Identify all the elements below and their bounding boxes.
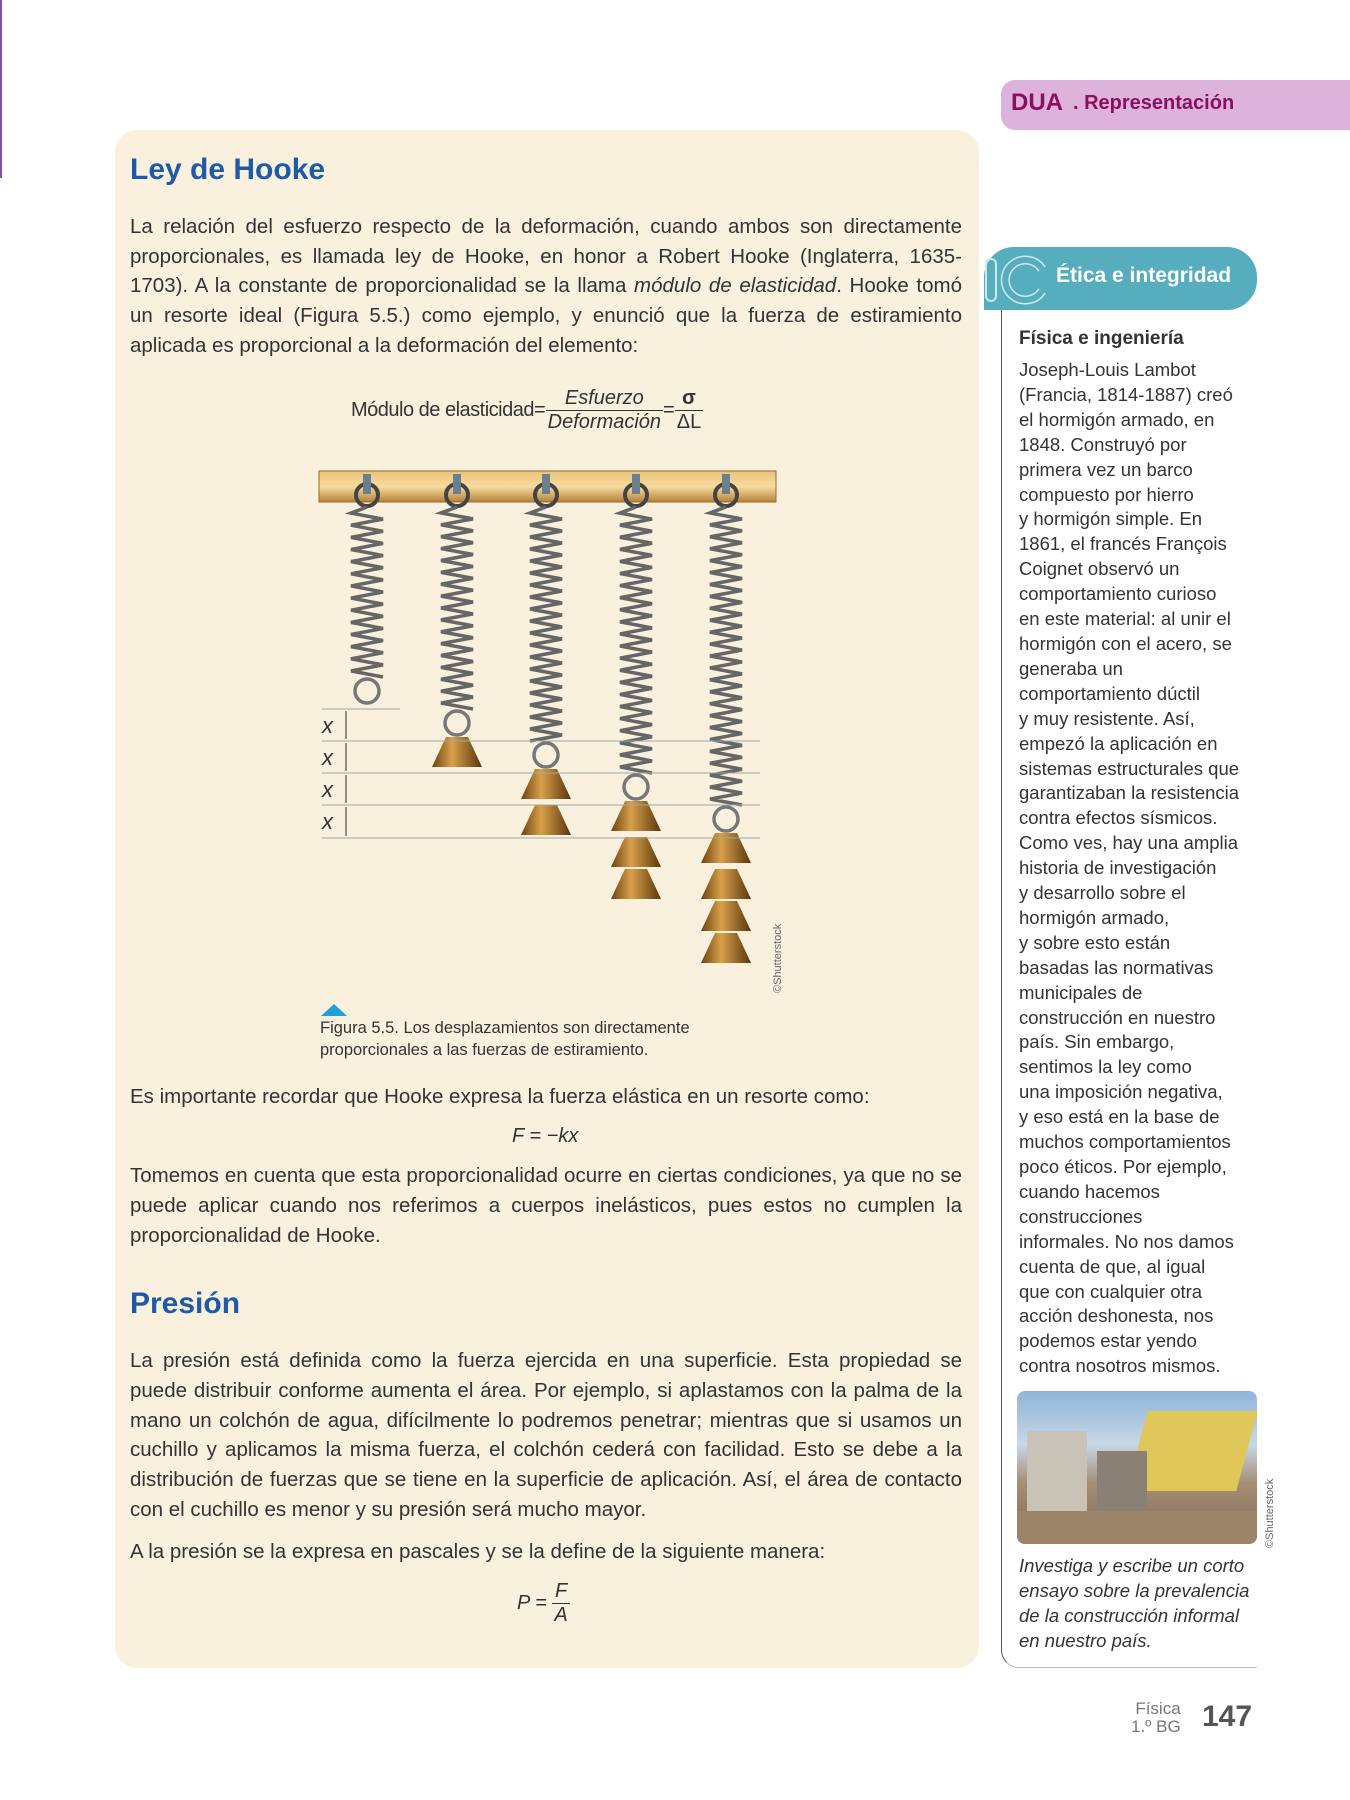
photo-credit: ©Shutterstock [1264, 1478, 1276, 1548]
page-number: 147 [1202, 1700, 1253, 1733]
hooke-formula: F = −kx [512, 1125, 579, 1148]
sidebar-line: garantizaban la resistencia [1019, 782, 1240, 804]
sidebar-line: cuando hacemos [1019, 1180, 1160, 1202]
sidebar-line: hormigón armado, [1019, 906, 1170, 928]
sidebar-line: hormigón con el acero, se [1019, 632, 1232, 654]
sidebar-line: y desarrollo sobre el [1019, 882, 1186, 904]
sidebar-line: empezó la aplicación en [1019, 732, 1218, 754]
sidebar-line: país. Sin embargo, [1019, 1031, 1175, 1053]
dua-banner [1001, 80, 1350, 130]
sidebar-line: en este material: al unir el [1019, 608, 1231, 630]
sidebar-body [1019, 358, 1239, 1379]
paragraph-pressure: La presión está definida como la fuerza ejercida en una superficie. Esta propiedad se puede distribuir conforme aumenta el área. Por ejemplo, si aplastamos con la palma de la mano un colchón de agua, difícilmente lo podremos penetrar; mientras que si usamos un cuchillo y aplicamos la misma fuerza, el colchón cederá con facilidad. Esto se debe a la distribución de fuerzas que se tiene en la superficie de aplicación. Así, el área de contacto con el cuchillo es menor y su presión será mucho mayor. [130, 1349, 962, 1521]
sidebar-line: informales. No nos damos [1019, 1230, 1234, 1252]
sidebar-line: poco éticos. Por ejemplo, [1019, 1156, 1227, 1177]
x-label: x [322, 745, 333, 770]
denominator: A [554, 1604, 568, 1627]
ethics-badge [984, 247, 1257, 310]
main-column [130, 152, 962, 1627]
sidebar-line: municipales de [1019, 981, 1143, 1003]
paragraph-conditions: Tomemos en cuenta que esta proporcionalidad ocurre en ciertas condiciones, ya que no se puede aplicar cuando nos referimos a cuerpos inelásticos, pues estos no cumplen la proporcionalidad de Hooke. [130, 1164, 962, 1247]
denominator-delta-l: ΔL [676, 410, 702, 433]
sidebar-line: sistemas estructurales que [1019, 757, 1240, 779]
formula-lhs: Módulo de elasticidad [351, 398, 534, 421]
page-edge-line [0, 0, 2, 178]
text: La relación del esfuerzo respecto de la deformación, cuando ambos son directamente proporcionales, es llamada ley de Hooke, en honor a Robert Hooke (Inglaterra, 1635-1703). A la constante de proporcionalidad se la llama [130, 215, 962, 298]
sidebar-line: y sobre esto están [1019, 931, 1171, 953]
caption-line: proporcionales a las fuerzas de estiramiento. [320, 1040, 649, 1059]
paragraph-hooke-intro [130, 212, 962, 361]
sidebar-line: que con cualquier otra [1019, 1280, 1203, 1302]
sidebar-line: acción deshonesta, nos [1019, 1305, 1214, 1327]
sidebar-activity [1019, 1554, 1249, 1654]
text: . Hooke tomó un resorte ideal (Figura 5.5.) como ejemplo, y enunció que la fuerza de estiramiento aplicada es proporcional a la deformación del elemento: [130, 274, 963, 357]
ic-logo-icon [982, 255, 1052, 305]
sidebar-line: generaba un [1019, 657, 1123, 679]
grade: 1.º BG [1131, 1717, 1181, 1736]
sidebar-line: una imposición negativa, [1019, 1081, 1223, 1103]
sidebar-line: Como ves, hay una amplia [1019, 832, 1239, 854]
sidebar-line: contra nosotros mismos. [1019, 1355, 1221, 1377]
x-label: x [322, 777, 333, 802]
numerator: F [552, 1580, 569, 1604]
figure-space [130, 443, 962, 1017]
x-label: x [322, 809, 333, 834]
sidebar-line: contra efectos sísmicos. [1019, 807, 1218, 829]
section-title-presion: Presión [130, 1287, 241, 1321]
sidebar-line: construcciones [1019, 1205, 1143, 1227]
sidebar-line: podemos estar yendo [1019, 1330, 1197, 1352]
sidebar-line: compuesto por hierro [1019, 483, 1194, 505]
paragraph-hooke-force: Es importante recordar que Hooke expresa la fuerza elástica en un resorte como: [130, 1084, 870, 1108]
sidebar-line: construcción en nuestro [1019, 1006, 1216, 1028]
section-title-hooke: Ley de Hooke [130, 153, 326, 186]
sidebar-line: en nuestro país. [1019, 1629, 1152, 1651]
badge-label: Ética e integridad [1056, 264, 1232, 287]
sidebar-line: Investiga y escribe un corto [1019, 1555, 1245, 1576]
pressure-formula [517, 1580, 962, 1627]
footer-subject [1131, 1700, 1181, 1736]
equals: = [533, 398, 546, 421]
sidebar-line: historia de investigación [1019, 857, 1217, 879]
sidebar-line: Joseph-Louis Lambot [1019, 359, 1196, 380]
sidebar-line: (Francia, 1814-1887) creó [1019, 383, 1233, 405]
sidebar-line: cuenta de que, al igual [1019, 1255, 1206, 1277]
numerator: Esfuerzo [546, 387, 663, 411]
x-label: x [322, 713, 333, 738]
sidebar-subtitle: Física e ingeniería [1019, 328, 1184, 349]
emphasis: módulo de elasticidad [634, 274, 837, 298]
sidebar-line: 1848. Construyó por [1019, 433, 1187, 455]
sidebar-line: de la construcción informal [1019, 1604, 1240, 1626]
sidebar-line: comportamiento dúctil [1019, 682, 1200, 704]
sidebar-line: sentimos la ley como [1019, 1056, 1192, 1078]
denominator: Deformación [547, 410, 662, 433]
equals: = [663, 398, 675, 421]
sidebar-line: muchos comportamientos [1019, 1131, 1231, 1153]
sidebar-line: comportamiento curioso [1019, 583, 1217, 605]
sidebar-line: primera vez un barco [1019, 458, 1193, 480]
sidebar-line: basadas las normativas [1019, 956, 1214, 978]
sidebar-line: el hormigón armado, en [1019, 408, 1215, 430]
caption-line: Figura 5.5. Los desplazamientos son directamente [320, 1018, 690, 1037]
numerator-sigma: σ [675, 387, 703, 411]
collapsed-buildings-photo [1017, 1391, 1257, 1544]
sidebar-line: Coignet observó un [1019, 558, 1180, 580]
elasticity-formula [351, 387, 962, 443]
sidebar-line: y hormigón simple. En [1019, 508, 1203, 530]
sidebar-line: y eso está en la base de [1019, 1106, 1220, 1128]
sidebar-line: ensayo sobre la prevalencia [1019, 1579, 1250, 1601]
subject: Física [1135, 1699, 1181, 1718]
sidebar-line: 1861, el francés François [1019, 533, 1227, 555]
dua-label: . Representación [1073, 92, 1235, 114]
figure-caption [320, 1017, 962, 1061]
sidebar-line: y muy resistente. Así, [1019, 707, 1195, 729]
dua-prefix: DUA [1011, 89, 1063, 116]
paragraph-pascals: A la presión se la expresa en pascales y se la define de la siguiente manera: [130, 1539, 826, 1563]
formula-lhs: P = [517, 1592, 547, 1615]
figure-credit: ©Shutterstock [772, 923, 784, 993]
